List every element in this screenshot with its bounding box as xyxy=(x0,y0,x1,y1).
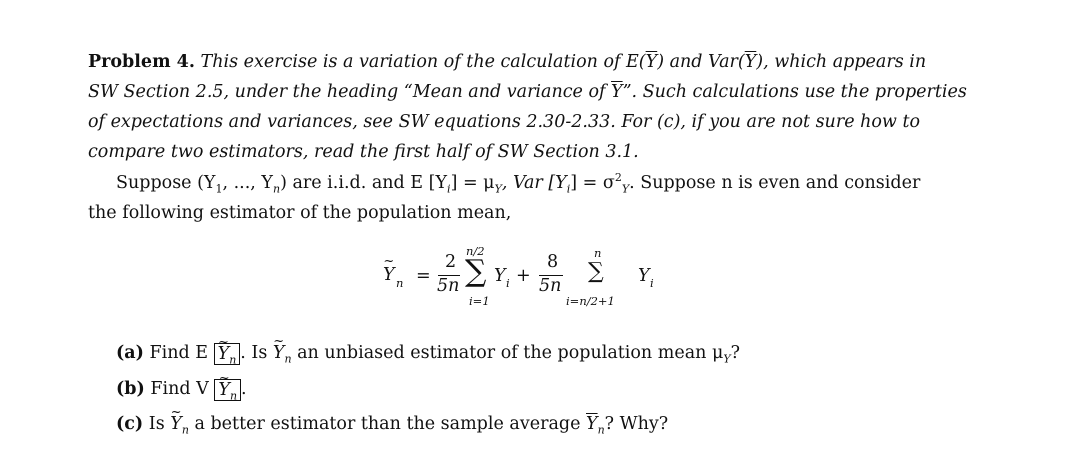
question-a-text-1: Find E xyxy=(149,343,209,363)
yn-tilde: ~ Y xyxy=(170,413,182,435)
question-b-text-2: . xyxy=(241,379,247,399)
question-a-text-2: . Is xyxy=(240,343,273,363)
formula-equals: = xyxy=(416,266,431,286)
subscript-n: n xyxy=(284,352,292,366)
question-c-label: (c) xyxy=(116,414,144,434)
ybar-symbol: $\overline{Y}$ xyxy=(744,52,757,72)
intro-line-4: compare two estimators, read the first half of SW Section 3.1. xyxy=(88,142,639,162)
intro-text-1c: ), which appears in xyxy=(756,52,927,72)
subscript-n: n xyxy=(229,353,237,367)
subscript-Y: Y xyxy=(621,182,630,196)
intro-line-2 xyxy=(88,81,967,103)
intro-text-1b: ) and Var( xyxy=(657,52,745,72)
sum1-upper: n/2 xyxy=(466,244,485,258)
subscript-n: n xyxy=(181,423,189,437)
formula-term1-sub: i xyxy=(506,276,510,290)
question-b-text-1: Find V xyxy=(150,379,209,399)
formula-term1: Y xyxy=(494,266,506,286)
yn-tilde: ~ Y xyxy=(273,342,285,364)
question-a-label: (a) xyxy=(116,343,144,363)
suppose-line-1 xyxy=(116,172,920,194)
superscript-2: 2 xyxy=(614,171,622,185)
yn-tilde: ~ Y xyxy=(218,344,230,364)
frac2-denominator: 5n xyxy=(539,276,562,296)
bracket-yn xyxy=(214,379,241,401)
suppose-text-g: . Suppose n is even and consider xyxy=(629,173,921,193)
suppose-line-2: the following estimator of the population mean, xyxy=(88,203,512,223)
suppose-text-b: , ..., Y xyxy=(222,173,273,193)
problem-label: Problem 4. xyxy=(88,52,195,72)
question-a-text-3: an unbiased estimator of the population mean μ xyxy=(291,343,724,363)
suppose-text-e: , Var [Y xyxy=(501,173,567,193)
sum2-lower: i=n/2+1 xyxy=(566,294,615,308)
intro-text-1a: This exercise is a variation of the calculation of E( xyxy=(200,52,646,72)
formula-lhs: ~ Y xyxy=(383,265,395,285)
suppose-text-c: ) are i.i.d. and E [Y xyxy=(280,173,448,193)
question-c-text-3: ? Why? xyxy=(604,414,669,434)
frac1-denominator: 5n xyxy=(437,276,460,296)
formula-term2-sub: i xyxy=(650,276,654,290)
formula-plus: + xyxy=(516,266,531,286)
ybar-symbol: $\overline{Y}$ xyxy=(586,414,598,434)
intro-text-2b: ”. Such calculations use the properties xyxy=(622,82,967,102)
intro-line-3: of expectations and variances, see SW equations 2.30-2.33. For (c), if you are not sure how to xyxy=(88,112,921,132)
intro-line-1 xyxy=(88,51,926,73)
question-c xyxy=(116,413,668,435)
subscript-1: 1 xyxy=(215,182,223,196)
suppose-text-d: ] = μ xyxy=(450,173,495,193)
ybar-symbol: $\overline{Y}$ xyxy=(645,52,658,72)
frac2-numerator: 8 xyxy=(547,252,559,272)
subscript-Y: Y xyxy=(723,352,731,366)
bracket-yn xyxy=(214,343,241,365)
ybar-symbol: $\overline{Y}$ xyxy=(611,82,623,102)
question-c-text-2: a better estimator than the sample average xyxy=(188,414,586,434)
frac1-numerator: 2 xyxy=(445,252,457,272)
subscript-n: n xyxy=(597,423,605,437)
yn-tilde: ~ Y xyxy=(218,380,230,400)
formula-lhs-sub: n xyxy=(396,276,404,290)
sum1-sigma: ∑ xyxy=(465,254,487,289)
sum1-lower: i=1 xyxy=(469,294,490,308)
suppose-text-f: ] = σ xyxy=(570,173,615,193)
suppose-text-a: Suppose (Y xyxy=(116,173,216,193)
subscript-n: n xyxy=(229,389,238,403)
sum2-sigma: ∑ xyxy=(588,259,604,284)
question-b xyxy=(116,378,247,403)
subscript-Y: Y xyxy=(494,182,502,196)
subscript-n: n xyxy=(272,182,281,196)
question-b-label: (b) xyxy=(116,379,145,399)
question-c-text-1: Is xyxy=(148,414,171,434)
subscript-i: i xyxy=(566,182,571,196)
subscript-i: i xyxy=(447,182,451,196)
question-a xyxy=(116,342,741,367)
estimator-formula xyxy=(380,238,680,318)
formula-term2: Y xyxy=(638,266,650,286)
intro-text-2a: SW Section 2.5, under the heading “Mean and variance of xyxy=(88,82,612,102)
sum2-upper: n xyxy=(594,246,602,260)
question-a-text-4: ? xyxy=(730,343,741,363)
